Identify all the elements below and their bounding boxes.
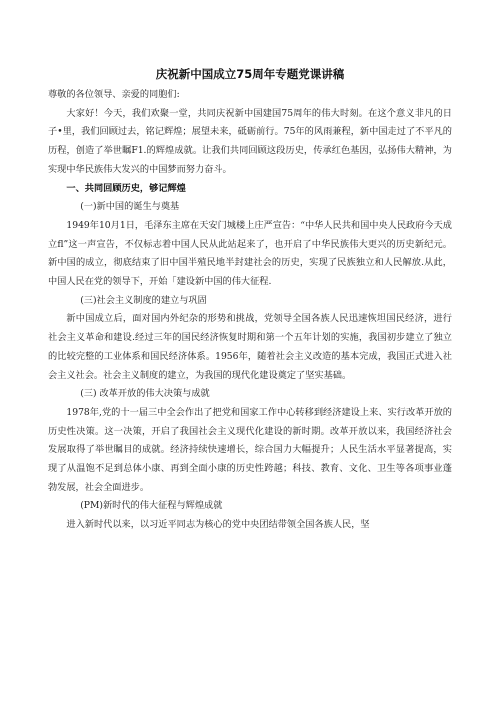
document-body: [48, 86, 452, 535]
paragraph: 新中国成立后，面对国内外纪杂的形势和挑战，党领导全国各族人民迅速恢坦国民经济，进行社会主义革命和建设.经过三年的国民经济恢复时期和第一个五年计划的实施，我国初步建立了独立的比较完整的工业体系和国民经济体系。1956年，随着社会主义改造的基本完成，我国正式进入社会主义社会。社会主义制度的建立，为我国的现代化建设奠定了坚实基础。: [48, 313, 452, 381]
paragraph: 进入新时代以来，以习近平同志为核心的党中央团结带领全国各族人民，坚: [66, 519, 370, 531]
subsection-heading: (三)社会主义制度的建立与巩固: [80, 294, 207, 306]
subsection-heading: (三) 改革开放的伟大决策与成就: [80, 388, 210, 400]
subsection-heading: (一)新中国的诞生与奠基: [80, 201, 180, 213]
document-title: 庆祝新中国成立75周年专题党课讲稿: [155, 67, 345, 81]
section-heading: 一、共同回顾历史，够记辉煌: [66, 182, 186, 194]
intro-paragraph: 大家好！今天，我们欢聚一堂，共同庆祝新中国建国75周年的伟大时刻。在这个意义非凡的日子•里，我们回顾过去，铭记辉煌；展望未来，砥砺前行。75年的风雨兼程，新中国走过了不平凡的历程，创造了举世瞩F1.的辉煌成就。让我们共同回顾这段历史，传承红色基因，弘扬伟大精神，为实现中华民族伟大发兴的中国梦而努力奋斗。: [48, 107, 452, 175]
salutation: 尊敬的各位领导、亲爱的同胞们:: [48, 89, 180, 100]
paragraph: 1949年10月1日，毛泽东主席在天安门城楼上庄严宣告：“中华人民共和国中央人民政府今天成立fl”这一声宣告，不仅标志着中国人民从此站起来了，也开启了中华民族伟大更兴的历史新纪元。新中国的成立，彻底结束了旧中国半殖民地半封建社会的历史，实现了民族独立和人民解放.从此，中国人民在党的领导下，开始「建设新中国的伟大征程.: [48, 219, 452, 288]
paragraph: 1978年,党的十一届三中全会作出了把党和国家工作中心转移到经济建设上来、实行改革开放的历史性决策。这一决策，开启了我国社会主义现代化建设的新时期。改革开放以来，我国经济社会发展取得了举世瞩目的成就。经济持续快速增长，综合国力大幅提升；人民生活水平显著提高，实现了从温饱不足到总体小康、再到全面小康的历史性跨越；科技、教育、文化、卫生等各项事业蓬勃发展，社会全面进步。: [48, 406, 452, 493]
subsection-heading: (PM)新时代的伟大征程与辉煌成就: [80, 500, 223, 512]
